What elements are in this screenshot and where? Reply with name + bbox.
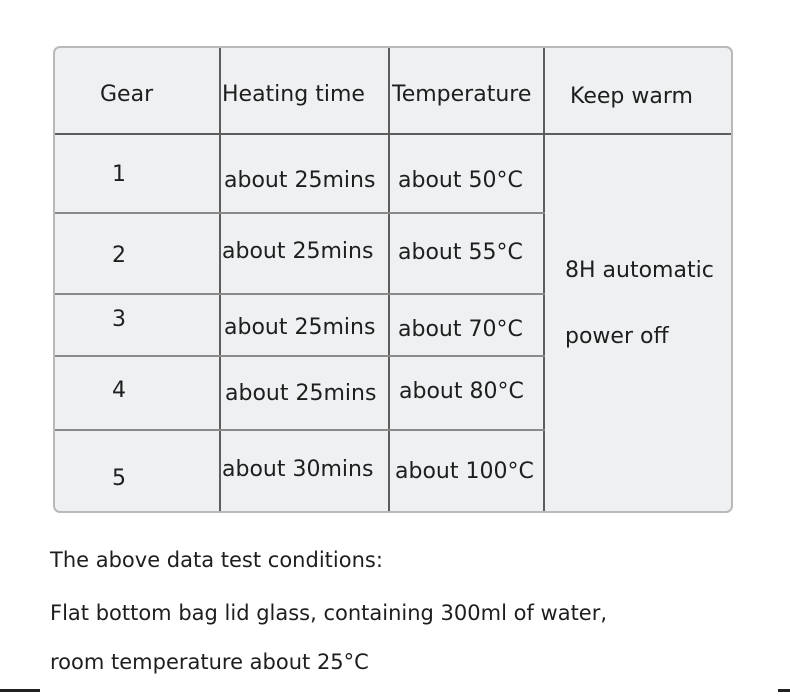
gear-value: 2 bbox=[112, 243, 126, 268]
header-divider bbox=[55, 133, 731, 135]
temperature-value: about 50°C bbox=[398, 168, 523, 193]
heating-time-value: about 25mins bbox=[224, 315, 376, 340]
column-divider bbox=[543, 48, 545, 511]
column-divider bbox=[388, 48, 390, 511]
temperature-value: about 70°C bbox=[398, 317, 523, 342]
row-divider bbox=[55, 293, 545, 295]
keep-warm-line-1: 8H automatic bbox=[565, 258, 714, 283]
column-divider bbox=[219, 48, 221, 511]
gear-value: 5 bbox=[112, 466, 126, 491]
gear-value: 4 bbox=[112, 378, 126, 403]
divider bbox=[0, 689, 40, 692]
keep-warm-line-2: power off bbox=[565, 324, 669, 349]
notes-heading: The above data test conditions: bbox=[50, 548, 383, 572]
gear-value: 1 bbox=[112, 162, 126, 187]
temperature-value: about 100°C bbox=[395, 459, 534, 484]
temperature-value: about 55°C bbox=[398, 240, 523, 265]
row-divider bbox=[55, 355, 545, 357]
row-divider bbox=[55, 212, 545, 214]
heating-time-value: about 25mins bbox=[224, 168, 376, 193]
header-gear: Gear bbox=[100, 82, 154, 107]
header-heating-time: Heating time bbox=[222, 82, 365, 107]
heating-time-value: about 25mins bbox=[222, 239, 374, 264]
gear-value: 3 bbox=[112, 307, 126, 332]
temperature-value: about 80°C bbox=[399, 379, 524, 404]
heating-time-value: about 25mins bbox=[225, 381, 377, 406]
row-divider bbox=[55, 429, 545, 431]
divider bbox=[778, 689, 790, 692]
notes-line-1: Flat bottom bag lid glass, containing 300ml of water, bbox=[50, 601, 608, 625]
notes-line-2: room temperature about 25°C bbox=[50, 650, 369, 674]
header-temperature: Temperature bbox=[392, 82, 532, 107]
header-keep-warm: Keep warm bbox=[570, 84, 693, 109]
heating-time-value: about 30mins bbox=[222, 457, 374, 482]
spec-table bbox=[53, 46, 733, 513]
